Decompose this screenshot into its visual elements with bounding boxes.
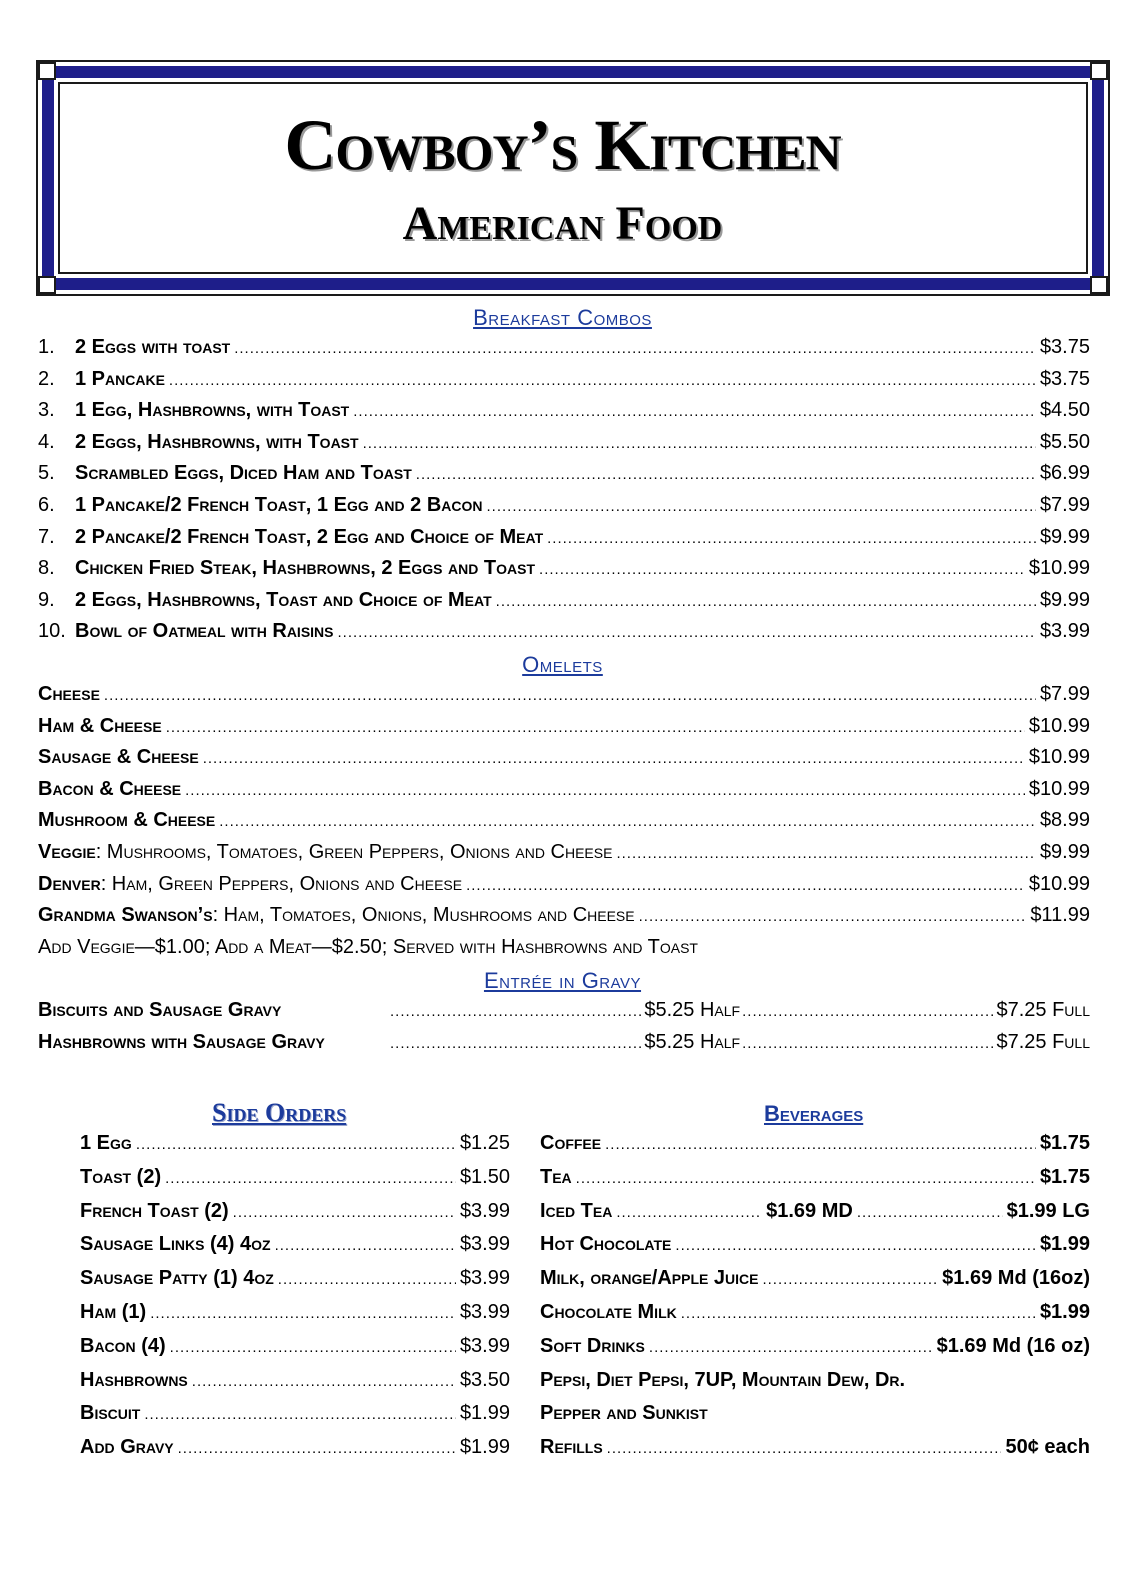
dot-leader <box>170 1335 456 1358</box>
item-number: 10. <box>38 620 66 643</box>
menu-item <box>38 715 1090 747</box>
item-name: Bacon (4) <box>80 1334 166 1357</box>
item-price: $1.99 <box>459 1402 510 1425</box>
menu-item <box>38 746 1090 778</box>
dot-leader <box>605 1132 1036 1155</box>
menu-item <box>80 1369 510 1403</box>
item-price: 50¢ each <box>1005 1436 1090 1459</box>
dot-leader <box>275 1233 456 1256</box>
menu-item <box>38 873 1090 905</box>
item-number: 3. <box>38 399 55 422</box>
dot-leader <box>681 1301 1036 1324</box>
item-name: Bacon & Cheese <box>38 777 182 800</box>
beverages-title: Beverages <box>764 1101 864 1126</box>
menu-item <box>80 1436 510 1470</box>
menu-item <box>38 399 1090 431</box>
dot-leader <box>466 873 1025 896</box>
item-price: $3.99 <box>1039 620 1090 643</box>
menu-item <box>38 1031 1090 1063</box>
item-price: $10.99 <box>1028 714 1090 737</box>
side-orders-title: Side Orders <box>212 1098 347 1127</box>
menu-item <box>38 462 1090 494</box>
item-price: $1.75 <box>1039 1165 1090 1188</box>
menu-item <box>38 589 1090 621</box>
item-name: Sausage Patty (1) 4oz <box>80 1267 274 1290</box>
menu-item <box>540 1233 1090 1267</box>
item-price: $1.99 <box>1039 1300 1090 1323</box>
menu-item <box>38 557 1090 589</box>
item-name: Biscuit <box>80 1402 141 1425</box>
menu-item <box>80 1402 510 1436</box>
menu-item <box>38 526 1090 558</box>
dot-leader <box>607 1436 1002 1459</box>
dot-leader <box>234 336 1036 359</box>
item-name: Add Gravy <box>80 1436 174 1459</box>
dot-leader <box>616 841 1035 864</box>
item-number: 5. <box>38 462 55 485</box>
full-price: $7.25 Full <box>996 999 1090 1021</box>
item-price: $3.75 <box>1039 336 1090 358</box>
half-price: $5.25 Half <box>644 1030 741 1053</box>
item-number: 6. <box>38 493 55 516</box>
menu-item <box>80 1233 510 1267</box>
dot-leader <box>496 589 1036 612</box>
beverages-list <box>540 1132 1090 1470</box>
item-name: Scrambled Eggs, Diced Ham and Toast <box>75 462 412 485</box>
item-price: $3.50 <box>459 1368 510 1391</box>
item-price: $7.99 <box>1039 493 1090 516</box>
dot-leader <box>390 999 642 1022</box>
dot-leader <box>203 746 1025 769</box>
item-name: Iced Tea <box>540 1199 613 1222</box>
item-name: 2 Pancake/2 French Toast, 2 Egg and Choice of Meat <box>75 525 544 548</box>
item-price: $11.99 <box>1030 904 1090 927</box>
item-name: Sausage Links (4) 4oz <box>80 1233 271 1256</box>
item-number: 7. <box>38 525 55 548</box>
dot-leader <box>136 1132 456 1155</box>
dot-leader <box>576 1166 1036 1189</box>
menu-item <box>540 1166 1090 1200</box>
item-name: Bowl of Oatmeal with Raisins <box>75 620 334 643</box>
item-name: Ham & Cheese <box>38 714 162 737</box>
dot-leader <box>675 1233 1036 1256</box>
dot-leader <box>144 1402 456 1425</box>
menu-item <box>38 620 1090 652</box>
item-name: Milk, orange/Apple Juice <box>540 1267 759 1290</box>
item-name: Tea <box>540 1165 572 1188</box>
gravy-list <box>38 999 1090 1062</box>
menu-item <box>540 1267 1090 1301</box>
item-name: Veggie <box>38 840 96 863</box>
dot-leader <box>166 715 1025 738</box>
item-number: 9. <box>38 588 55 611</box>
full-price: $7.25 Full <box>996 1030 1090 1053</box>
item-description: : Mushrooms, Tomatoes, Green Peppers, Onions and Cheese <box>95 840 613 863</box>
soft-drink-brands: Pepsi, Diet Pepsi, 7UP, Mountain Dew, Dr. <box>540 1368 906 1391</box>
menu-item <box>38 431 1090 463</box>
item-price: $9.99 <box>1039 840 1090 863</box>
dot-leader <box>742 1031 994 1054</box>
gravy-section-title: Entrée in Gravy <box>483 968 642 993</box>
item-price: $5.50 <box>1039 430 1090 453</box>
omelet-list <box>38 683 1090 936</box>
item-name: 1 Pancake <box>75 367 165 390</box>
item-name: 2 Eggs with toast <box>75 336 231 358</box>
item-price-medium: $1.69 MD <box>766 1199 853 1222</box>
item-price: $8.99 <box>1039 809 1090 832</box>
soft-drink-brands: Pepper and Sunkist <box>540 1402 708 1425</box>
item-name: Refills <box>540 1436 603 1459</box>
menu-item <box>38 336 1090 368</box>
dot-leader <box>416 462 1036 485</box>
dot-leader <box>165 1166 456 1189</box>
menu-item <box>80 1335 510 1369</box>
item-name: 2 Eggs, Hashbrowns, Toast and Choice of Meat <box>75 588 492 611</box>
menu-item <box>540 1301 1090 1335</box>
dot-leader <box>857 1200 1003 1223</box>
item-price: $3.99 <box>459 1267 510 1290</box>
item-price: $9.99 <box>1039 588 1090 611</box>
item-price: $1.99 LG <box>1006 1199 1090 1222</box>
item-name: Ham (1) <box>80 1300 147 1323</box>
item-price: $1.69 Md (16 oz) <box>936 1334 1090 1357</box>
frame-corner-ornament <box>38 276 56 294</box>
item-name: Toast (2) <box>80 1165 162 1188</box>
item-name: Mushroom & Cheese <box>38 809 216 832</box>
item-name: Chocolate Milk <box>540 1300 677 1323</box>
item-number: 1. <box>38 336 55 358</box>
item-price: $10.99 <box>1028 746 1090 769</box>
item-price: $4.50 <box>1039 399 1090 422</box>
item-name: Hashbrowns <box>80 1368 188 1391</box>
item-name: 1 Egg <box>80 1132 132 1154</box>
item-description: : Ham, Tomatoes, Onions, Mushrooms and Cheese <box>212 904 635 927</box>
item-price: $3.75 <box>1039 367 1090 390</box>
dot-leader <box>539 557 1025 580</box>
item-name: 1 Egg, Hashbrowns, with Toast <box>75 399 350 422</box>
dot-leader <box>547 526 1036 549</box>
frame-corner-ornament <box>1090 276 1108 294</box>
dot-leader <box>219 809 1036 832</box>
item-number: 4. <box>38 430 55 453</box>
dot-leader <box>363 431 1036 454</box>
item-price: $10.99 <box>1028 777 1090 800</box>
dot-leader <box>762 1267 938 1290</box>
item-name: Hashbrowns with Sausage Gravy <box>38 1030 325 1053</box>
item-description: : Ham, Green Peppers, Onions and Cheese <box>100 872 463 895</box>
menu-item <box>38 809 1090 841</box>
dot-leader <box>178 1436 456 1459</box>
menu-item <box>38 683 1090 715</box>
dot-leader <box>185 778 1025 801</box>
item-price: $1.69 Md (16oz) <box>942 1267 1090 1290</box>
item-price: $7.99 <box>1039 683 1090 705</box>
breakfast-list <box>38 336 1090 652</box>
item-price: $1.25 <box>459 1132 510 1154</box>
omelets-section-title: Omelets <box>522 652 603 677</box>
item-name: 1 Pancake/2 French Toast, 1 Egg and 2 Bacon <box>75 493 483 516</box>
item-price: $3.99 <box>459 1199 510 1222</box>
item-name: Coffee <box>540 1132 602 1154</box>
dot-leader <box>233 1200 456 1223</box>
dot-leader <box>150 1301 456 1324</box>
item-name: French Toast (2) <box>80 1199 229 1222</box>
dot-leader <box>639 904 1027 927</box>
item-price: $10.99 <box>1028 557 1090 580</box>
menu-item <box>80 1166 510 1200</box>
item-number: 2. <box>38 367 55 390</box>
menu-item <box>38 999 1090 1031</box>
item-price: $1.75 <box>1039 1132 1090 1154</box>
item-name: Denver <box>38 872 101 895</box>
dot-leader <box>338 620 1036 643</box>
item-name: Chicken Fried Steak, Hashbrowns, 2 Eggs and Toast <box>75 557 536 580</box>
restaurant-name: Cowboy’s Kitchen <box>284 105 841 185</box>
menu-item <box>540 1132 1090 1166</box>
menu-item <box>540 1200 1090 1234</box>
dot-leader <box>192 1369 456 1392</box>
item-price: $3.99 <box>459 1334 510 1357</box>
item-number: 8. <box>38 557 55 580</box>
item-name: Cheese <box>38 683 100 705</box>
menu-item <box>38 778 1090 810</box>
item-price: $1.99 <box>459 1436 510 1459</box>
menu-item <box>80 1200 510 1234</box>
item-price: $1.99 <box>1039 1233 1090 1256</box>
item-price: $3.99 <box>459 1300 510 1323</box>
item-price: $3.99 <box>459 1233 510 1256</box>
side-orders-list <box>80 1132 510 1470</box>
half-price: $5.25 Half <box>644 999 741 1021</box>
item-price: $9.99 <box>1039 525 1090 548</box>
dot-leader <box>353 399 1036 422</box>
item-name: Biscuits and Sausage Gravy <box>38 999 282 1021</box>
menu-item <box>80 1301 510 1335</box>
menu-item <box>38 904 1090 936</box>
dot-leader <box>104 683 1036 706</box>
omelet-note: Add Veggie—$1.00; Add a Meat—$2.50; Served with Hashbrowns and Toast <box>38 936 698 958</box>
frame-corner-ornament <box>38 62 56 80</box>
menu-item <box>38 494 1090 526</box>
dot-leader <box>169 368 1036 391</box>
dot-leader <box>649 1335 933 1358</box>
dot-leader <box>742 999 994 1022</box>
item-name: Sausage & Cheese <box>38 746 199 769</box>
item-name: Soft Drinks <box>540 1334 645 1357</box>
item-name: 2 Eggs, Hashbrowns, with Toast <box>75 430 359 453</box>
breakfast-section-title: Breakfast Combos <box>473 305 652 330</box>
menu-item <box>80 1132 510 1166</box>
dot-leader <box>278 1267 456 1290</box>
item-price: $1.50 <box>459 1165 510 1188</box>
item-price: $6.99 <box>1039 462 1090 485</box>
menu-item <box>38 368 1090 400</box>
menu-item <box>80 1267 510 1301</box>
dot-leader <box>390 1031 642 1054</box>
frame-corner-ornament <box>1090 62 1108 80</box>
menu-item <box>38 841 1090 873</box>
restaurant-subtitle: American Food <box>402 197 723 250</box>
menu-item <box>540 1436 1090 1470</box>
item-name: Hot Chocolate <box>540 1233 672 1256</box>
menu-item <box>540 1335 1090 1369</box>
dot-leader <box>487 494 1036 517</box>
dot-leader <box>616 1200 762 1223</box>
item-price: $10.99 <box>1028 872 1090 895</box>
item-name: Grandma Swanson’s <box>38 904 213 927</box>
